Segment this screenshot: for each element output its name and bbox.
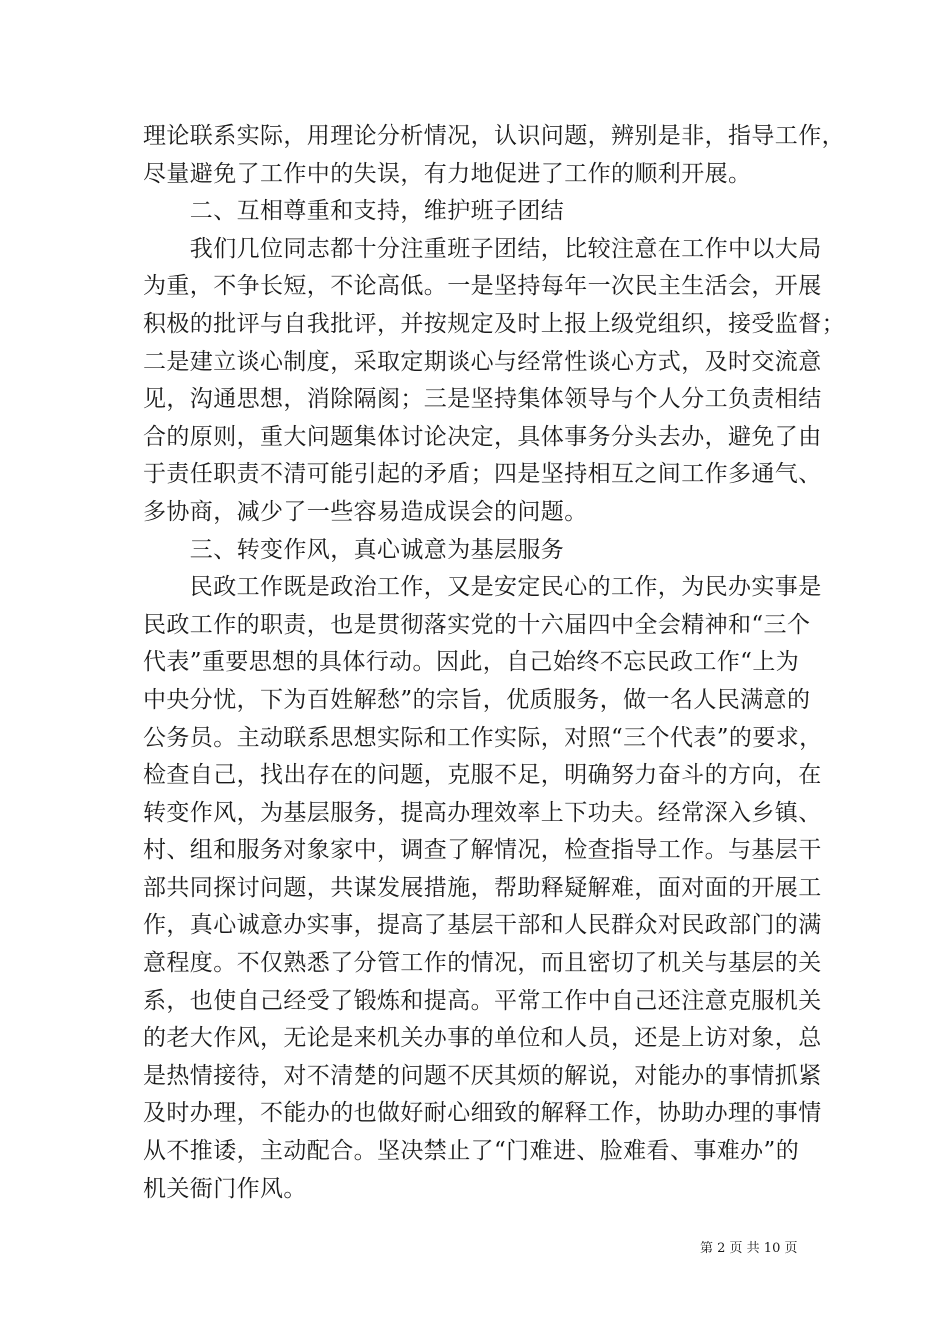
text-line: 是热情接待，对不清楚的问题不厌其烦的解说，对能办的事情抓紧: [143, 1062, 822, 1089]
text-line: 民政工作的职责，也是贯彻落实党的十六届四中全会精神和“三个: [143, 611, 811, 638]
text-line: 二是建立谈心制度，采取定期谈心与经常性谈心方式，及时交流意: [143, 348, 822, 375]
text-line: 及时办理，不能办的也做好耐心细致的解释工作，协助办理的事情: [143, 1100, 822, 1127]
text-line: 理论联系实际，用理论分析情况，认识问题，辨别是非，指导工作，: [143, 123, 845, 149]
text-line: 中央分忧，下为百姓解愁”的宗旨，优质服务，做一名人民满意的: [143, 686, 811, 713]
body-text: [143, 118, 845, 1208]
text-line: 转变作风，为基层服务，提高办理效率上下功夫。经常深入乡镇、: [143, 799, 822, 826]
text-line: 于责任职责不清可能引起的矛盾；四是坚持相互之间工作多通气、: [143, 461, 822, 488]
text-line: 见，沟通思想，消除隔阂；三是坚持集体领导与个人分工负责相结: [143, 386, 822, 413]
section-heading: 二、互相尊重和支持，维护班子团结: [143, 198, 565, 225]
section-heading: 三、转变作风，真心诚意为基层服务: [143, 536, 565, 563]
text-line: 村、组和服务对象家中，调查了解情况，检查指导工作。与基层干: [143, 837, 822, 864]
text-line: 为重，不争长短，不论高低。一是坚持每年一次民主生活会，开展: [143, 273, 822, 300]
text-line: 机关衙门作风。: [143, 1175, 307, 1202]
text-line: 部共同探讨问题，共谋发展措施，帮助释疑解难，面对面的开展工: [143, 874, 822, 901]
text-line: 检查自己，找出存在的问题，克服不足，明确努力奋斗的方向，在: [143, 762, 822, 789]
text-line: 的老大作风，无论是来机关办事的单位和人员，还是上访对象，总: [143, 1025, 822, 1052]
page-number-footer: 第 2 页 共 10 页: [700, 1241, 798, 1256]
text-line: 尽量避免了工作中的失误，有力地促进了工作的顺利开展。: [143, 160, 752, 187]
text-line: 从不推诿，主动配合。坚决禁止了“门难进、脸难看、事难办”的: [143, 1138, 800, 1165]
text-line: 系，也使自己经受了锻炼和提高。平常工作中自己还注意克服机关: [143, 987, 822, 1014]
text-line: 合的原则，重大问题集体讨论决定，具体事务分头去办，避免了由: [143, 423, 822, 450]
text-line: 代表”重要思想的具体行动。因此，自己始终不忘民政工作“上为: [143, 649, 800, 676]
text-line: 作，真心诚意办实事，提高了基层干部和人民群众对民政部门的满: [143, 912, 822, 939]
text-line: 积极的批评与自我批评，并按规定及时上报上级党组织，接受监督；: [143, 310, 845, 337]
text-line: 意程度。不仅熟悉了分管工作的情况，而且密切了机关与基层的关: [143, 950, 822, 977]
text-line: 我们几位同志都十分注重班子团结，比较注意在工作中以大局: [143, 235, 822, 262]
text-line: 公务员。主动联系思想实际和工作实际，对照“三个代表”的要求，: [143, 724, 823, 751]
text-line: 民政工作既是政治工作，又是安定民心的工作，为民办实事是: [143, 574, 822, 601]
text-line: 多协商，减少了一些容易造成误会的问题。: [143, 498, 588, 525]
